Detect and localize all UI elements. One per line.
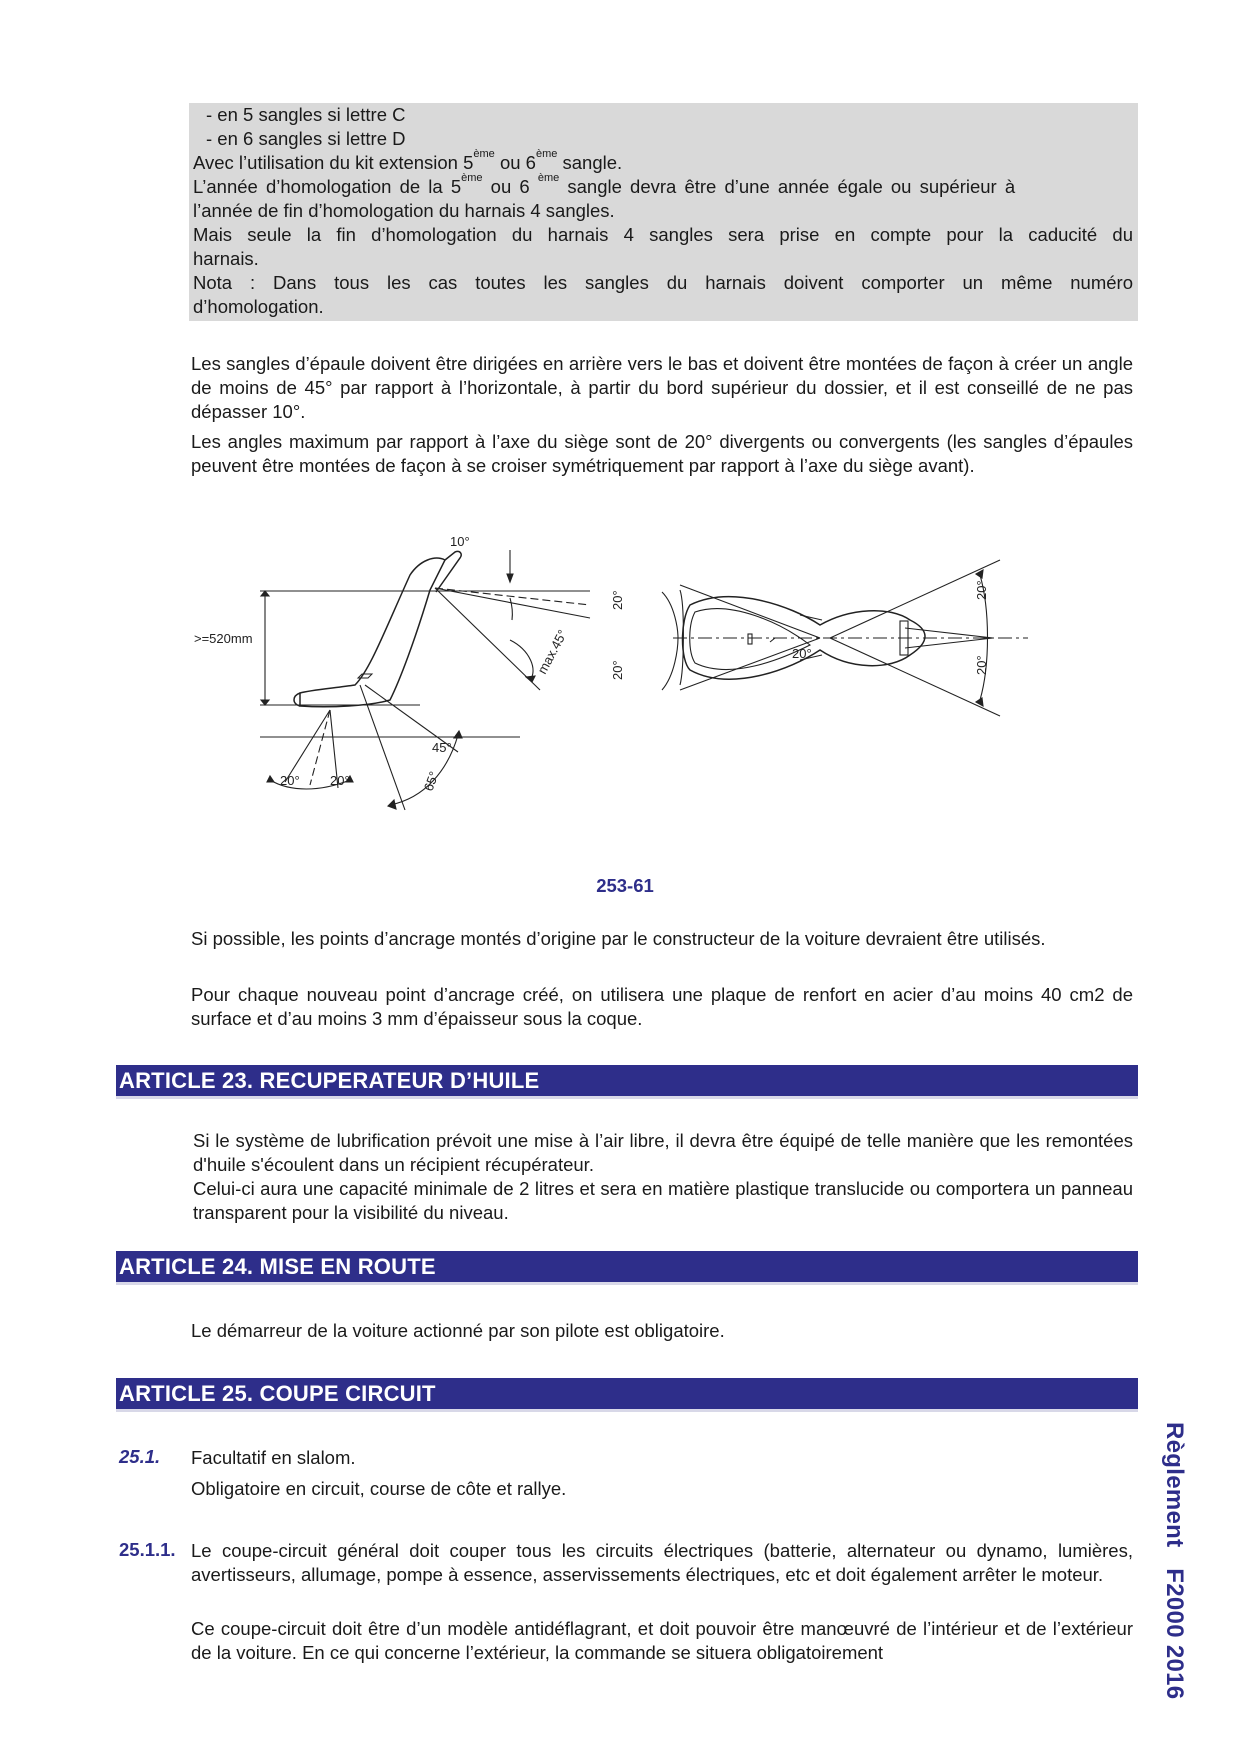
note-line: l’année de fin d’homologation du harnais 4 sangles. xyxy=(193,200,615,221)
angle-label: 20° xyxy=(974,580,989,600)
angle-label: 20° xyxy=(610,660,625,680)
section-heading-article-25: ARTICLE 25. COUPE CIRCUIT xyxy=(116,1378,1138,1412)
angle-label: 20° xyxy=(280,773,300,788)
angle-label: 45° xyxy=(432,740,452,755)
paragraph: Le coupe-circuit général doit couper tous les circuits électriques (batterie, alternateur ou dynamo, lumières, avertisseurs, allumage, pompe à essence, asservissements électriques, etc et doit également arrêter le moteur. xyxy=(191,1540,1133,1585)
paragraph: Si le système de lubrification prévoit une mise à l’air libre, il devra être équipé de telle manière que les remontées d'huile s'écoulent dans un récipient récupérateur. xyxy=(193,1130,1133,1175)
clause-number: 25.1.1. xyxy=(119,1539,176,1560)
note-line: Avec l’utilisation du kit extension 5ème ou 6ème sangle. xyxy=(193,148,623,173)
paragraph: Obligatoire en circuit, course de côte et rallye. xyxy=(191,1478,567,1499)
angle-label: 20° xyxy=(792,646,812,661)
paragraph: Facultatif en slalom. xyxy=(191,1447,356,1468)
angle-label: 10° xyxy=(450,534,470,549)
seat-harness-diagram xyxy=(194,530,1060,850)
section-heading-article-23: ARTICLE 23. RECUPERATEUR D’HUILE xyxy=(116,1065,1138,1099)
clause-number: 25.1. xyxy=(119,1446,161,1467)
height-label: >=520mm xyxy=(194,631,253,646)
paragraph: Si possible, les points d’ancrage montés d’origine par le constructeur de la voiture devraient être utilisés. xyxy=(191,928,1046,949)
note-line: Mais seule la fin d’homologation du harnais 4 sangles sera prise en compte pour la caducité du xyxy=(193,224,1133,245)
paragraph: Le démarreur de la voiture actionné par son pilote est obligatoire. xyxy=(191,1320,725,1341)
paragraph: Ce coupe-circuit doit être d’un modèle antidéflagrant, et doit pouvoir être manœuvré de l’intérieur et de l’extérieur de la voiture. En ce qui concerne l’extérieur, la commande se situera obligatoirement xyxy=(191,1618,1133,1663)
section-heading-article-24: ARTICLE 24. MISE EN ROUTE xyxy=(116,1251,1138,1285)
paragraph: Pour chaque nouveau point d’ancrage créé, on utilisera une plaque de renfort en acier d’au moins 40 cm2 de surface et d’au moins 3 mm d’épaisseur sous la coque. xyxy=(191,984,1133,1029)
note-line: d’homologation. xyxy=(193,296,324,317)
document-sidebar-title: Règlement F2000 2016 xyxy=(1161,1422,1188,1700)
paragraph: Celui-ci aura une capacité minimale de 2 litres et sera en matière plastique translucide ou comportera un panneau transparent pour la visibilité du niveau. xyxy=(193,1178,1133,1223)
note-line: L’année d’homologation de la 5ème ou 6 $^{ème}$ sangle devra être d’une année égale ou supérieur à xyxy=(193,172,1016,197)
figure-caption: 253-61 xyxy=(596,875,654,896)
note-line: harnais. xyxy=(193,248,259,269)
note-line: - en 5 sangles si lettre C xyxy=(206,104,406,125)
angle-label: 65° xyxy=(420,769,442,794)
highlighted-note-box xyxy=(189,103,1138,321)
angle-label: max.45° xyxy=(534,627,571,677)
paragraph: Les sangles d’épaule doivent être dirigées en arrière vers le bas et doivent être montées de façon à créer un angle de moins de 45° par rapport à l’horizontale, à partir du bord supérieur du dossier, et il est conseillé de ne pas dépasser 10°. xyxy=(191,353,1133,422)
paragraph: Les angles maximum par rapport à l’axe du siège sont de 20° divergents ou convergents (les sangles d’épaules peuvent être montées de façon à se croiser symétriquement par rapport à l’axe du siège avant). xyxy=(191,431,1133,476)
angle-label: 20° xyxy=(610,590,625,610)
angle-label: 20° xyxy=(330,773,350,788)
note-line: Nota : Dans tous les cas toutes les sangles du harnais doivent comporter un même numéro xyxy=(193,272,1133,293)
note-line: - en 6 sangles si lettre D xyxy=(206,128,406,149)
angle-label: 20° xyxy=(974,655,989,675)
